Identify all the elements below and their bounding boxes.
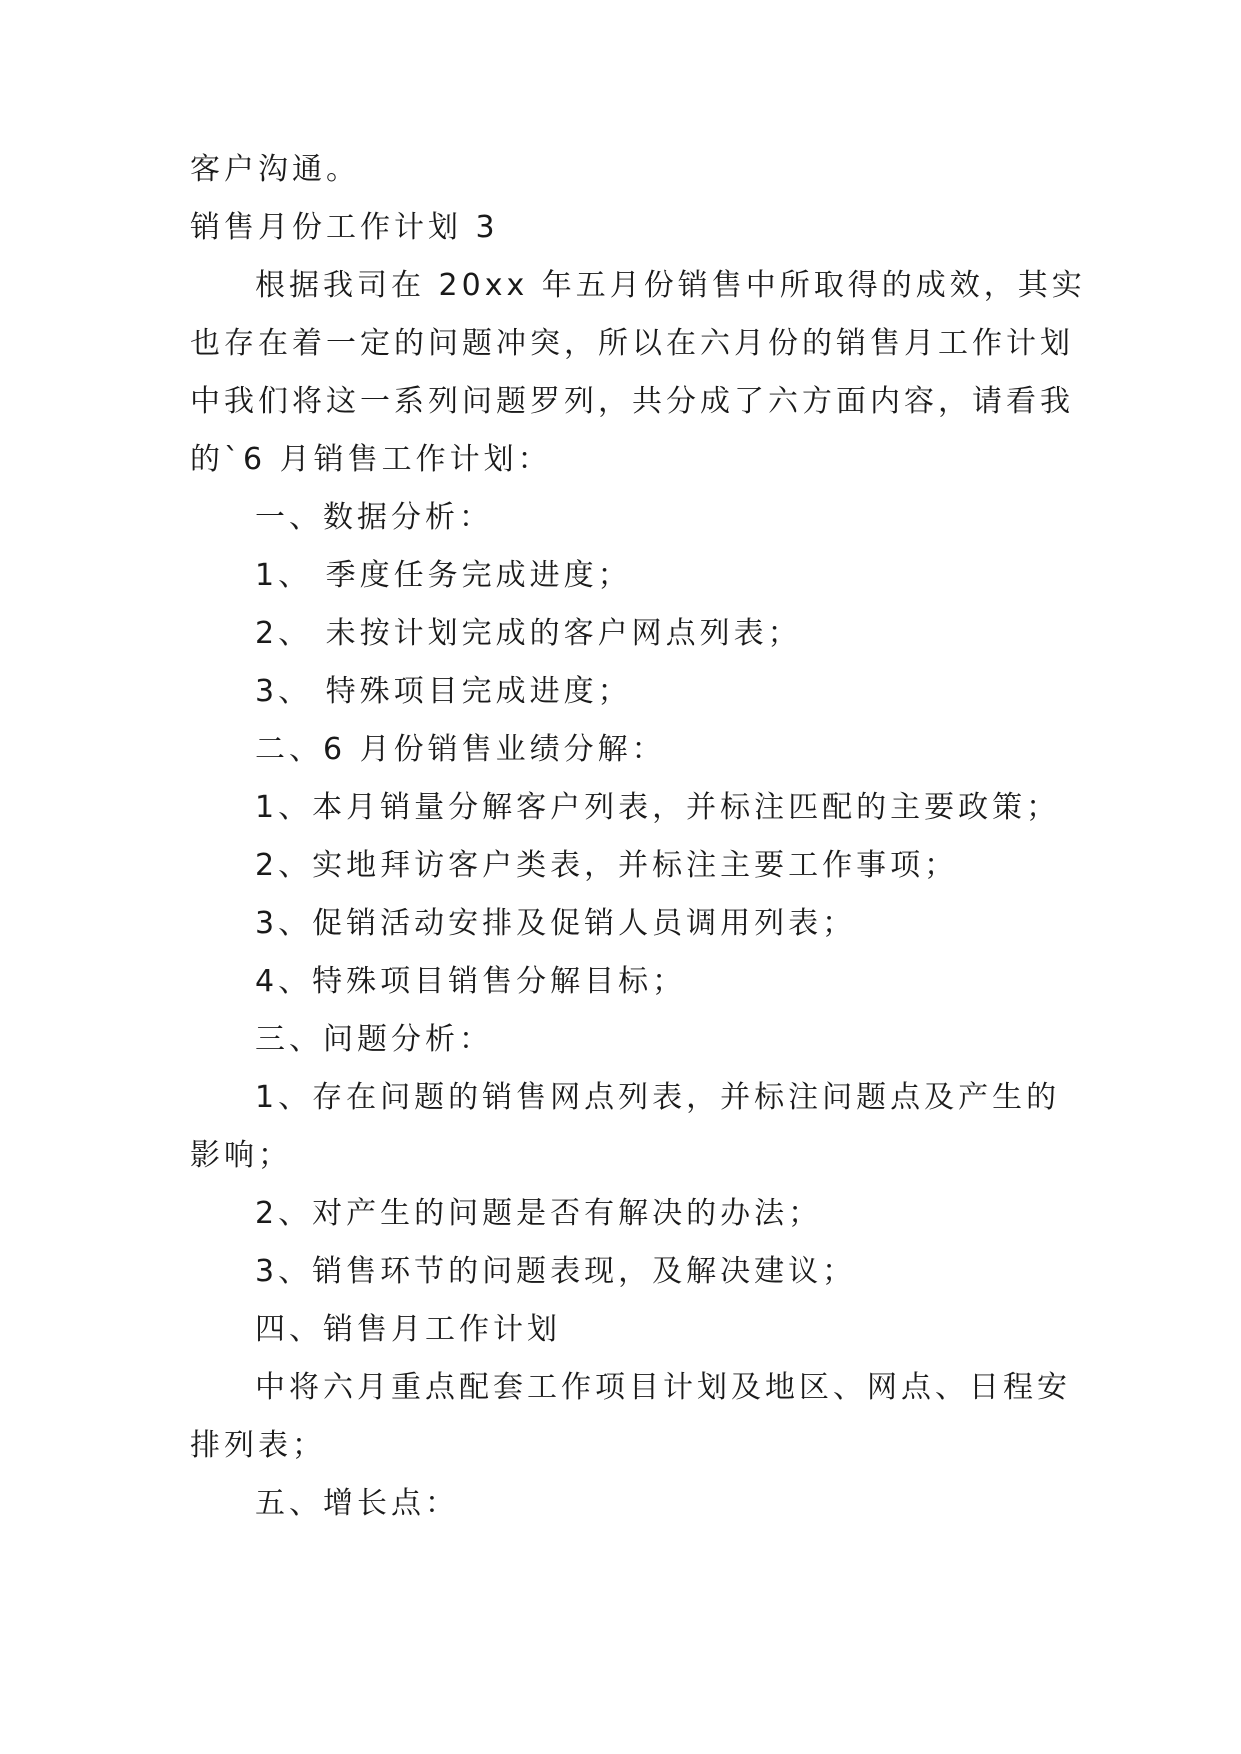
list-heading: 三、问题分析： <box>255 1022 493 1057</box>
text-line: 根据我司在 20xx 年五月份销售中所取得的成效，其实 <box>255 268 1086 303</box>
list-heading: 一、数据分析： <box>255 500 493 535</box>
text-line: 客户沟通。 <box>190 152 360 187</box>
text-line: 中我们将这一系列问题罗列，共分成了六方面内容，请看我 <box>190 384 1074 419</box>
list-item: 1、存在问题的销售网点列表，并标注问题点及产生的 <box>255 1080 1061 1115</box>
list-item: 2、对产生的问题是否有解决的办法； <box>255 1196 823 1231</box>
text-line: 排列表； <box>190 1428 326 1463</box>
list-item: 2、 未按计划完成的客户网点列表； <box>255 616 802 651</box>
list-item: 3、 特殊项目完成进度； <box>255 674 632 709</box>
list-item: 4、特殊项目销售分解目标； <box>255 964 687 999</box>
list-item: 2、实地拜访客户类表，并标注主要工作事项； <box>255 848 959 883</box>
list-item: 3、促销活动安排及促销人员调用列表； <box>255 906 857 941</box>
text-line: 中将六月重点配套工作项目计划及地区、网点、日程安 <box>255 1370 1071 1405</box>
list-item: 3、销售环节的问题表现，及解决建议； <box>255 1254 857 1289</box>
list-item: 1、 季度任务完成进度； <box>255 558 632 593</box>
list-heading: 五、增长点： <box>255 1486 459 1521</box>
list-item-continuation: 影响； <box>190 1138 292 1173</box>
list-item: 1、本月销量分解客户列表，并标注匹配的主要政策； <box>255 790 1061 825</box>
list-heading: 二、6 月份销售业绩分解： <box>255 732 666 767</box>
text-line: 的`6 月销售工作计划： <box>190 442 552 477</box>
text-line: 也存在着一定的问题冲突，所以在六月份的销售月工作计划 <box>190 326 1074 361</box>
list-heading: 四、销售月工作计划 <box>255 1312 561 1347</box>
section-title: 销售月份工作计划 3 <box>190 210 499 245</box>
